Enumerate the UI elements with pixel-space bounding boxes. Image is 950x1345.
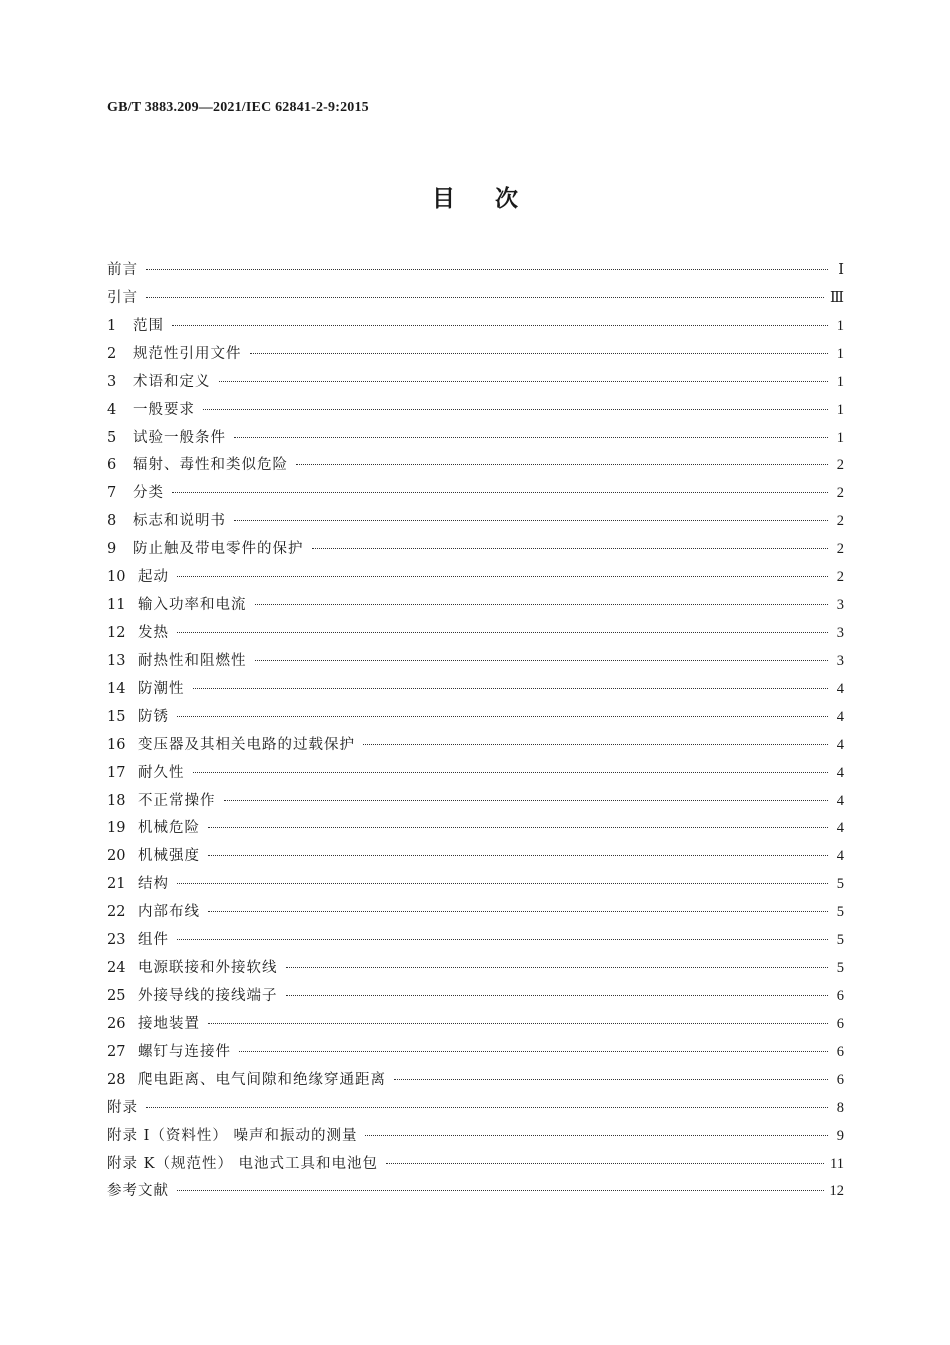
toc-entry[interactable] (107, 564, 844, 592)
toc-entry-number: 17 (107, 764, 126, 781)
toc-entry-number: 7 (107, 485, 117, 502)
toc-entry-label: 起动 (138, 569, 169, 586)
toc-entry-page-number: 4 (836, 820, 844, 837)
toc-dot-leader (208, 1023, 828, 1024)
toc-dot-leader (255, 660, 829, 661)
toc-entry[interactable] (107, 815, 844, 843)
toc-entry-page-number: 1 (836, 317, 844, 334)
toc-dot-leader (394, 1079, 828, 1080)
toc-entry-label: 耐热性和阻燃性 (138, 652, 247, 669)
toc-entry[interactable] (107, 285, 844, 313)
toc-entry[interactable] (107, 760, 844, 788)
toc-dot-leader (386, 1163, 824, 1164)
toc-dot-leader (234, 437, 828, 438)
toc-entry[interactable] (107, 480, 844, 508)
toc-entry[interactable] (107, 425, 844, 453)
toc-dot-leader (203, 409, 828, 410)
toc-entry-label: 防潮性 (138, 680, 185, 697)
toc-entry-number: 9 (107, 541, 117, 558)
toc-entry-page-number: 1 (836, 345, 844, 362)
toc-entry-label: 防止触及带电零件的保护 (133, 541, 304, 558)
toc-entry-page-number: 5 (836, 932, 844, 949)
toc-entry[interactable] (107, 313, 844, 341)
toc-dot-leader (146, 297, 824, 298)
toc-dot-leader (172, 492, 828, 493)
toc-entry-label: 螺钉与连接件 (138, 1043, 231, 1060)
toc-entry-page-number: 2 (836, 457, 844, 474)
toc-entry-number: 10 (107, 569, 126, 586)
toc-entry-label: 标志和说明书 (133, 513, 226, 530)
toc-dot-leader (365, 1135, 828, 1136)
toc-dot-leader (208, 855, 828, 856)
toc-entry-number: 24 (107, 960, 126, 977)
toc-entry[interactable] (107, 508, 844, 536)
toc-entry-number: 12 (107, 624, 126, 641)
toc-entry-label: 耐久性 (138, 764, 185, 781)
toc-entry-page-number: 1 (836, 373, 844, 390)
toc-dot-leader (224, 800, 829, 801)
toc-entry-page-number: 1 (836, 429, 844, 446)
toc-entry[interactable] (107, 1095, 844, 1123)
toc-entry[interactable] (107, 704, 844, 732)
toc-entry[interactable] (107, 257, 844, 285)
toc-entry-number: 13 (107, 652, 126, 669)
toc-dot-leader (234, 520, 828, 521)
toc-entry[interactable] (107, 732, 844, 760)
toc-entry[interactable] (107, 983, 844, 1011)
toc-entry[interactable] (107, 341, 844, 369)
toc-entry[interactable] (107, 1011, 844, 1039)
toc-entry-number: 1 (107, 317, 117, 334)
toc-entry[interactable] (107, 397, 844, 425)
toc-entry-page-number: 11 (830, 1155, 844, 1172)
page-title: 目次 (432, 186, 558, 212)
toc-entry-label: 附录 (107, 1099, 138, 1116)
toc-entry-page-number: 3 (836, 652, 844, 669)
toc-entry-page-number: Ⅲ (830, 289, 844, 306)
toc-entry-label: 分类 (133, 485, 164, 502)
toc-entry-label: 附录 I（资料性） 噪声和振动的测量 (107, 1127, 358, 1144)
toc-entry-page-number: 9 (836, 1127, 844, 1144)
toc-entry-number: 8 (107, 513, 117, 530)
toc-entry-page-number: 5 (836, 876, 844, 893)
standard-code-header: GB/T 3883.209—2021/IEC 62841-2-9:2015 (107, 100, 369, 115)
toc-entry-label: 辐射、毒性和类似危险 (133, 457, 288, 474)
toc-dot-leader (286, 967, 829, 968)
toc-entry[interactable] (107, 1039, 844, 1067)
toc-entry[interactable] (107, 788, 844, 816)
toc-entry[interactable] (107, 452, 844, 480)
toc-entry-label: 附录 K（规范性） 电池式工具和电池包 (107, 1155, 379, 1172)
toc-dot-leader (363, 744, 828, 745)
toc-entry-page-number: 12 (829, 1183, 844, 1200)
toc-entry-number: 15 (107, 708, 126, 725)
toc-dot-leader (250, 353, 829, 354)
toc-dot-leader (208, 911, 828, 912)
toc-dot-leader (146, 1107, 828, 1108)
toc-entry-number: 19 (107, 820, 126, 837)
toc-dot-leader (312, 548, 829, 549)
toc-dot-leader (177, 1190, 824, 1191)
toc-entry[interactable] (107, 620, 844, 648)
toc-entry-number: 25 (107, 987, 126, 1004)
toc-entry-number: 3 (107, 373, 117, 390)
toc-entry[interactable] (107, 592, 844, 620)
toc-entry-label: 变压器及其相关电路的过载保护 (138, 736, 355, 753)
toc-dot-leader (286, 995, 829, 996)
toc-entry-label: 内部布线 (138, 904, 200, 921)
toc-entry-label: 爬电距离、电气间隙和绝缘穿通距离 (138, 1071, 386, 1088)
toc-entry[interactable] (107, 843, 844, 871)
toc-entry-label: 结构 (138, 876, 169, 893)
toc-entry[interactable] (107, 927, 844, 955)
toc-entry-label: 规范性引用文件 (133, 345, 242, 362)
toc-entry-page-number: 4 (836, 680, 844, 697)
toc-entry-number: 28 (107, 1071, 126, 1088)
toc-entry-number: 6 (107, 457, 117, 474)
toc-entry-label: 引言 (107, 289, 138, 306)
toc-entry-page-number: 4 (836, 708, 844, 725)
toc-entry[interactable] (107, 871, 844, 899)
toc-entry-page-number: 2 (836, 541, 844, 558)
toc-entry-label: 试验一般条件 (133, 429, 226, 446)
toc-entry-page-number: 2 (836, 485, 844, 502)
toc-entry[interactable] (107, 1067, 844, 1095)
toc-entry-label: 外接导线的接线端子 (138, 987, 278, 1004)
toc-entry-page-number: 2 (836, 569, 844, 586)
toc-entry[interactable] (107, 648, 844, 676)
toc-entry[interactable] (107, 1151, 844, 1179)
toc-entry-number: 16 (107, 736, 126, 753)
toc-entry-number: 2 (107, 345, 117, 362)
toc-dot-leader (177, 883, 828, 884)
toc-entry[interactable] (107, 369, 844, 397)
toc-entry-label: 电源联接和外接软线 (138, 960, 278, 977)
toc-entry[interactable] (107, 899, 844, 927)
toc-entry-page-number: 5 (836, 904, 844, 921)
toc-entry-label: 机械强度 (138, 848, 200, 865)
toc-entry-page-number: 6 (836, 1015, 844, 1032)
toc-entry-label: 组件 (138, 932, 169, 949)
toc-entry-number: 5 (107, 429, 117, 446)
toc-entry-page-number: 5 (836, 960, 844, 977)
toc-entry-number: 14 (107, 680, 126, 697)
toc-dot-leader (177, 576, 828, 577)
toc-entry-page-number: 4 (836, 764, 844, 781)
toc-entry-label: 输入功率和电流 (138, 597, 247, 614)
toc-entry-page-number: 6 (836, 1071, 844, 1088)
toc-entry-number: 20 (107, 848, 126, 865)
toc-entry[interactable] (107, 536, 844, 564)
toc-entry-number: 23 (107, 932, 126, 949)
toc-entry-page-number: Ⅰ (838, 262, 844, 278)
toc-dot-leader (239, 1051, 828, 1052)
toc-entry-page-number: 2 (836, 513, 844, 530)
toc-entry-page-number: 4 (836, 792, 844, 809)
toc-dot-leader (208, 827, 828, 828)
toc-entry-label: 发热 (138, 624, 169, 641)
toc-entry-page-number: 4 (836, 736, 844, 753)
toc-dot-leader (219, 381, 829, 382)
toc-dot-leader (172, 325, 828, 326)
toc-entry[interactable] (107, 1123, 844, 1151)
toc-dot-leader (255, 604, 829, 605)
toc-entry[interactable] (107, 1178, 844, 1206)
toc-dot-leader (177, 716, 828, 717)
toc-entry-label: 参考文献 (107, 1183, 169, 1200)
toc-entry-page-number: 8 (836, 1099, 844, 1116)
toc-dot-leader (296, 464, 828, 465)
toc-entry-label: 前言 (107, 262, 138, 278)
toc-entry-number: 27 (107, 1043, 126, 1060)
toc-entry-number: 11 (107, 597, 126, 614)
toc-dot-leader (193, 688, 829, 689)
toc-entry-number: 22 (107, 904, 126, 921)
table-of-contents (107, 257, 844, 1206)
toc-dot-leader (177, 632, 828, 633)
toc-entry[interactable] (107, 955, 844, 983)
toc-entry-label: 一般要求 (133, 401, 195, 418)
toc-entry-label: 机械危险 (138, 820, 200, 837)
toc-entry-label: 防锈 (138, 708, 169, 725)
toc-entry-label: 范围 (133, 317, 164, 334)
toc-entry-label: 术语和定义 (133, 373, 211, 390)
toc-dot-leader (146, 269, 828, 270)
toc-dot-leader (177, 939, 828, 940)
toc-entry-label: 不正常操作 (138, 792, 216, 809)
toc-entry-page-number: 3 (836, 624, 844, 641)
toc-entry-number: 4 (107, 401, 117, 418)
toc-entry-page-number: 4 (836, 848, 844, 865)
toc-entry-page-number: 1 (836, 401, 844, 418)
toc-entry[interactable] (107, 676, 844, 704)
toc-entry-page-number: 6 (836, 1043, 844, 1060)
toc-entry-number: 21 (107, 876, 126, 893)
toc-entry-page-number: 3 (836, 597, 844, 614)
toc-entry-label: 接地装置 (138, 1015, 200, 1032)
toc-entry-page-number: 6 (836, 987, 844, 1004)
toc-entry-number: 26 (107, 1015, 126, 1032)
toc-dot-leader (193, 772, 829, 773)
toc-entry-number: 18 (107, 792, 126, 809)
